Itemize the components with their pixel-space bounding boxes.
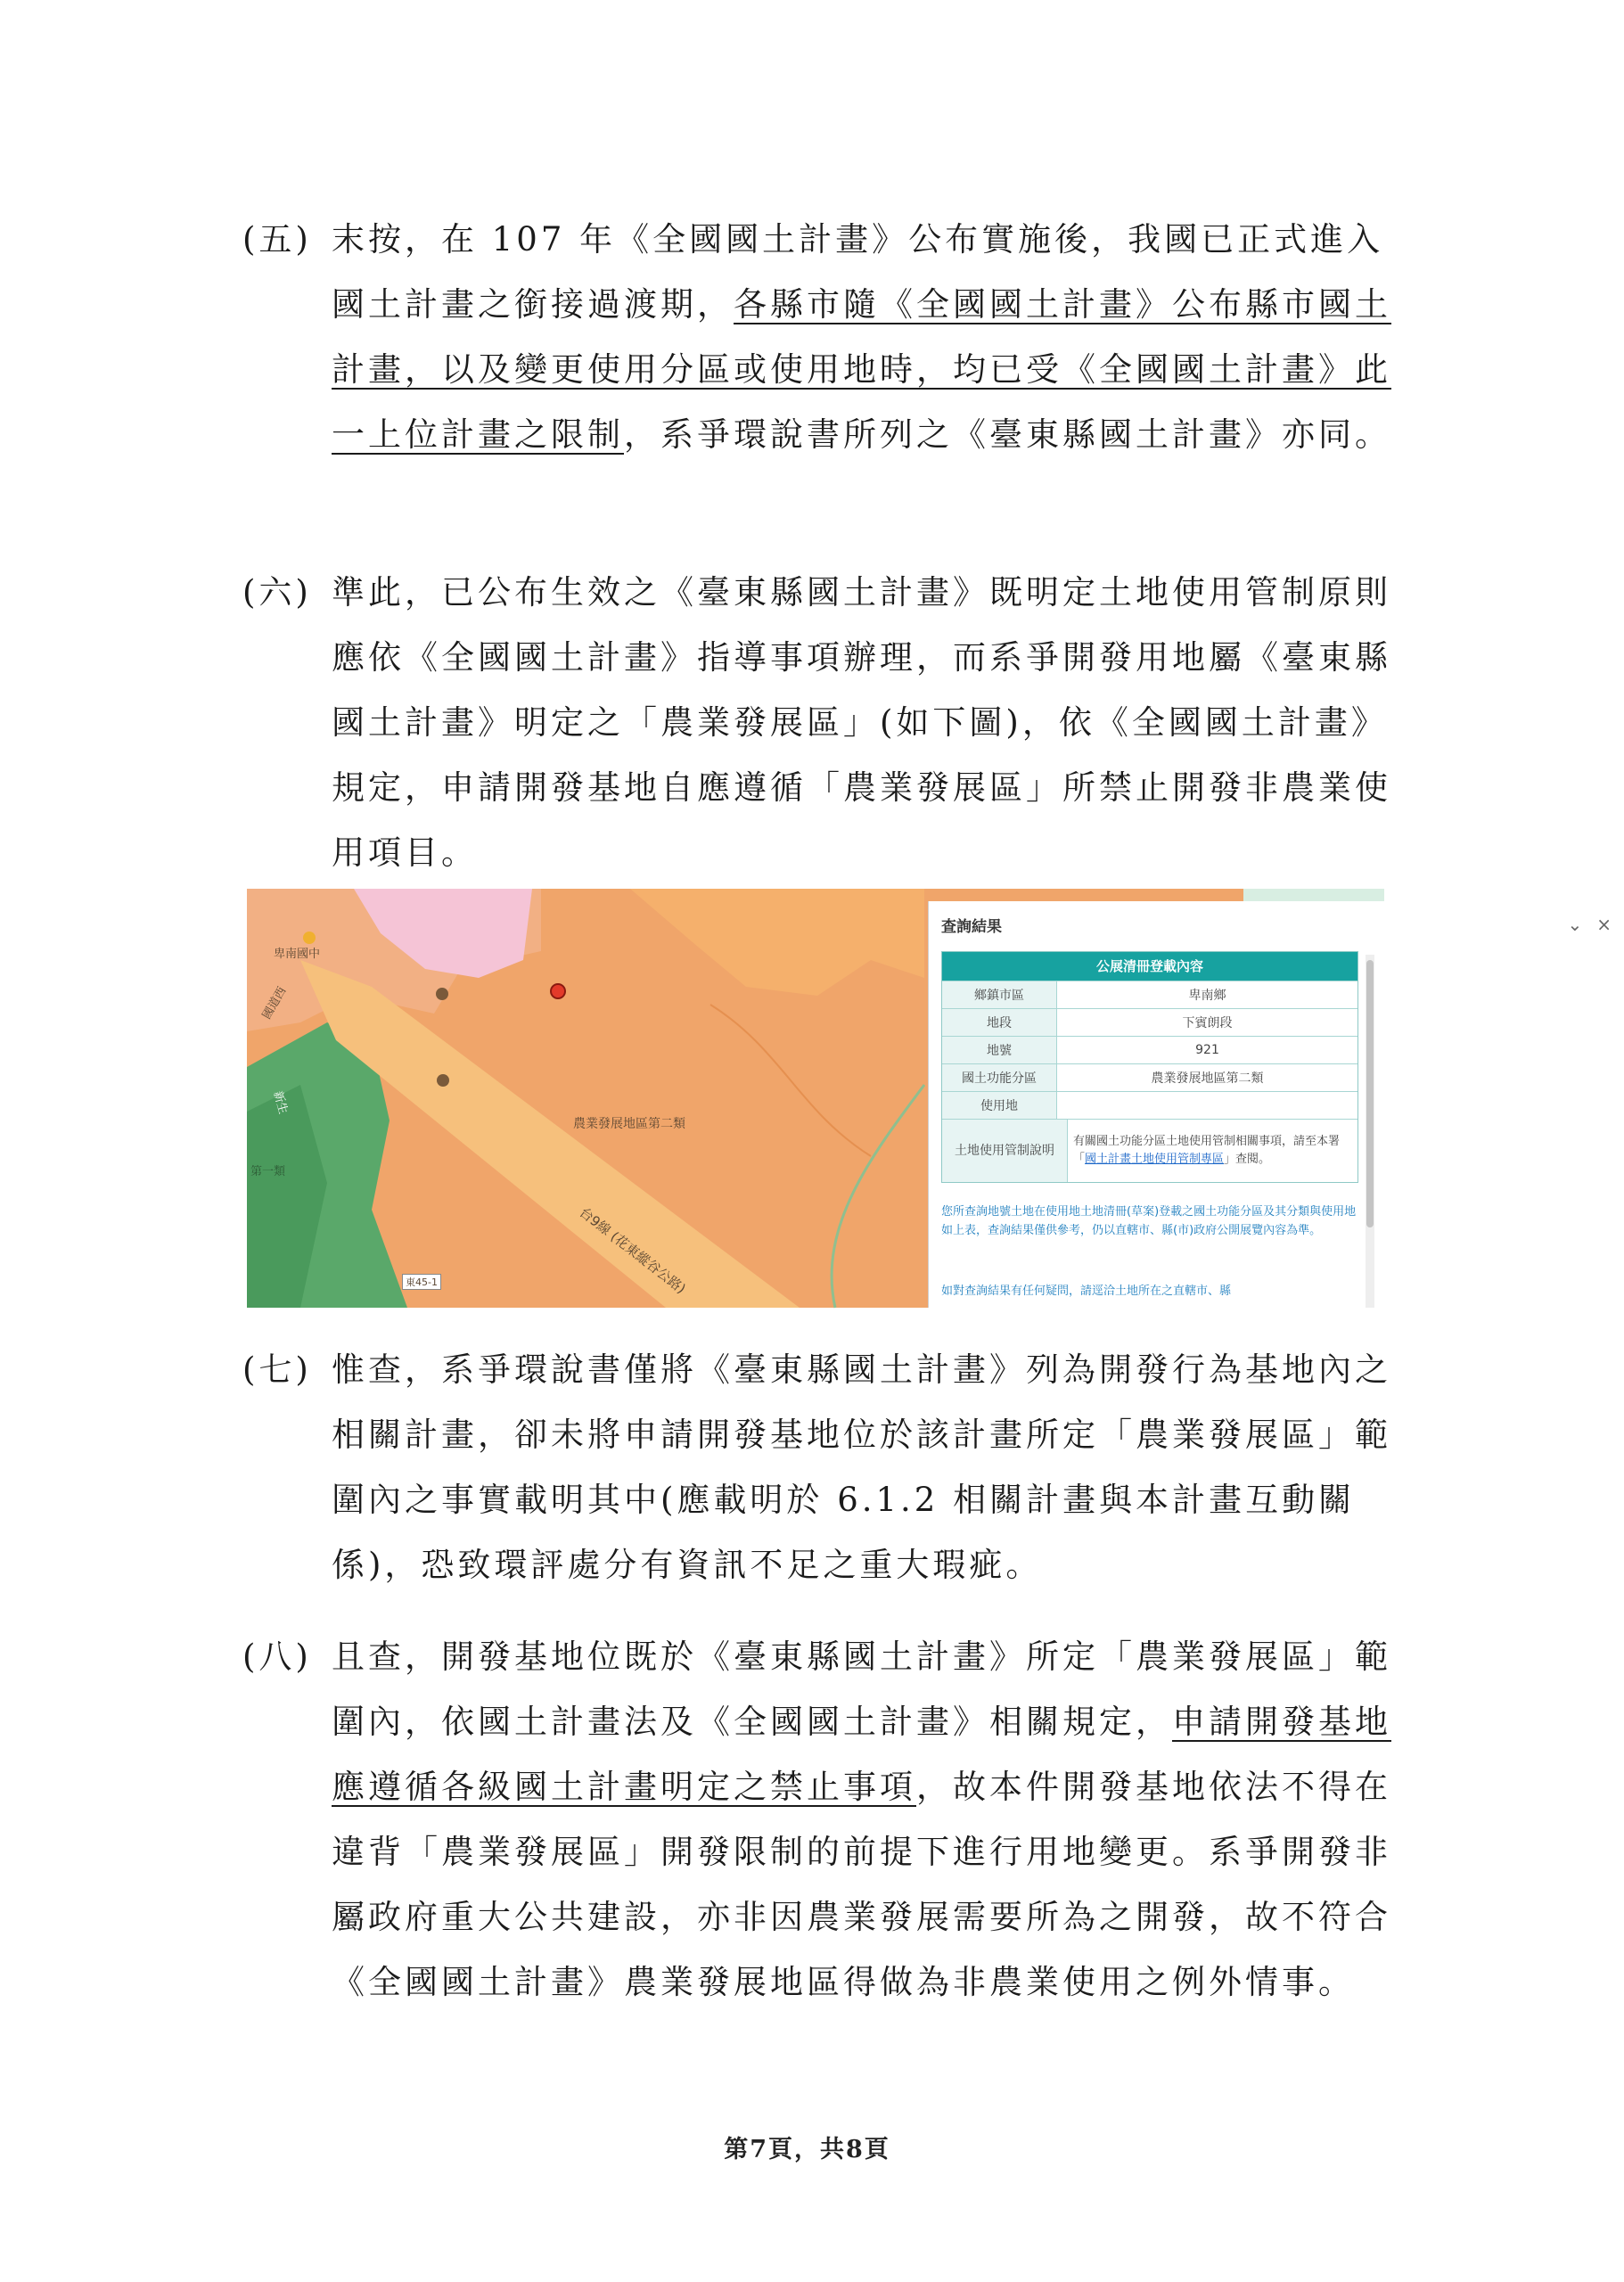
result-table [941,951,1358,1183]
map-label-badge: 東45-1 [402,1274,441,1290]
zoning-map-figure [247,889,1612,1308]
paragraph-text: ，系爭環說書所列之《臺東縣國土計畫》亦同。 [624,415,1391,454]
paragraph-7 [242,1337,1401,1597]
paragraph-number: (八) [242,1638,312,1676]
query-note: 您所查詢地號土地在使用地土地清冊(草案)登載之國土功能分區及其分類與使用地如上表，查詢結果僅供參考，仍以直轄市、縣(市)政府公開展覽內容為準。 [941,1205,1357,1237]
paragraph-number: (五) [242,220,312,259]
map-label-road-west: 國道西 [259,984,290,1022]
table-row: 地段 下賓朗段 [942,1008,1357,1036]
query-result-panel [928,901,1624,1308]
collapse-icon[interactable]: ⌄ [1567,914,1583,935]
paragraph-number: (六) [242,573,312,612]
paragraph-8 [242,1624,1401,2015]
paragraph-6 [242,560,1401,885]
table-row: 使用地 [942,1091,1357,1119]
paragraph-text: ，故本件開發基地依法不得在違背「農業發展區」開發限制的前提下進行用地變更。系爭開發非屬政府重大公共建設，亦非因農業發展需要所為之開發，故不符合《全國國土計畫》農業發展地區得做為非農業使用之例外情事。 [332,1768,1391,2001]
underlined-text: 各縣市隨《全國國土計畫》公布縣市國土計畫，以及變更使用分區或使用地時，均已受《全國國土計畫》此一上位計畫之限制 [332,285,1391,454]
land-use-control-link[interactable]: 國土計畫土地使用管制專區 [1085,1153,1225,1166]
map-label-highway: 台9線 (花東縱谷公路) [576,1203,689,1297]
table-row: 土地使用管制說明 有關國土功能分區土地使用管制相關事項，請至本署「國土計畫土地使用管制專區」查閱。 [942,1119,1357,1182]
table-row: 國土功能分區 農業發展地區第二類 [942,1063,1357,1091]
paragraph-5 [242,207,1401,467]
map-label-school: 卑南國中 [274,948,321,961]
page-number: 第7頁，共8頁 [724,2136,890,2163]
panel-scrollbar[interactable] [1366,955,1374,1308]
result-table-title: 公展清冊登載內容 [942,952,1357,981]
paragraph-text: 且查，開發基地位既於《臺東縣國土計畫》所定「農業發展區」範圍內，依國土計畫法及《全國國土計畫》相關規定， [332,1638,1391,1741]
paragraph-body [332,1624,1401,2015]
map-label-road-green: 新生 [270,1089,290,1116]
map-label-zone: 農業發展地區第二類 [573,1117,685,1131]
paragraph-body: 準此，已公布生效之《臺東縣國土計畫》既明定土地使用管制原則應依《全國國土計畫》指導事項辦理，而系爭開發用地屬《臺東縣國土計畫》明定之「農業發展區」(如下圖)，依《全國國土計畫》規定，申請開發基地自應遵循「農業發展區」所禁止開發非農業使用項目。 [332,573,1391,872]
table-row: 地號 921 [942,1036,1357,1063]
paragraph-body [332,207,1401,467]
paragraph-number: (七) [242,1350,312,1389]
paragraph-body: 惟查，系爭環說書僅將《臺東縣國土計畫》列為開發行為基地內之相關計畫，卻未將申請開發基地位於該計畫所定「農業發展區」範圍內之事實載明其中(應載明於 6.1.2 相關計畫與本計畫互動關係)，恐致環評處分有資訊不足之重大瑕疵。 [332,1350,1391,1584]
panel-title: 查詢結果 [941,917,1002,936]
map-label-zone-left: 第一類 [250,1165,286,1178]
parcel-marker [551,984,565,998]
scrollbar-thumb[interactable] [1366,960,1374,1227]
close-icon[interactable]: × [1596,914,1612,935]
paragraph-text: 末按，在 107 年《全國國土計畫》公布實施後，我國已正式進入國土計畫之銜接過渡期， [332,220,1384,324]
panel-header [929,901,1624,948]
table-row: 鄉鎮市區 卑南鄉 [942,981,1357,1008]
underlined-text: 申請開發基地應遵循各級國土計畫明定之禁止事項 [332,1703,1391,1806]
query-note-contact: 如對查詢結果有任何疑問，請逕洽土地所在之直轄市、縣 [941,1285,1232,1298]
